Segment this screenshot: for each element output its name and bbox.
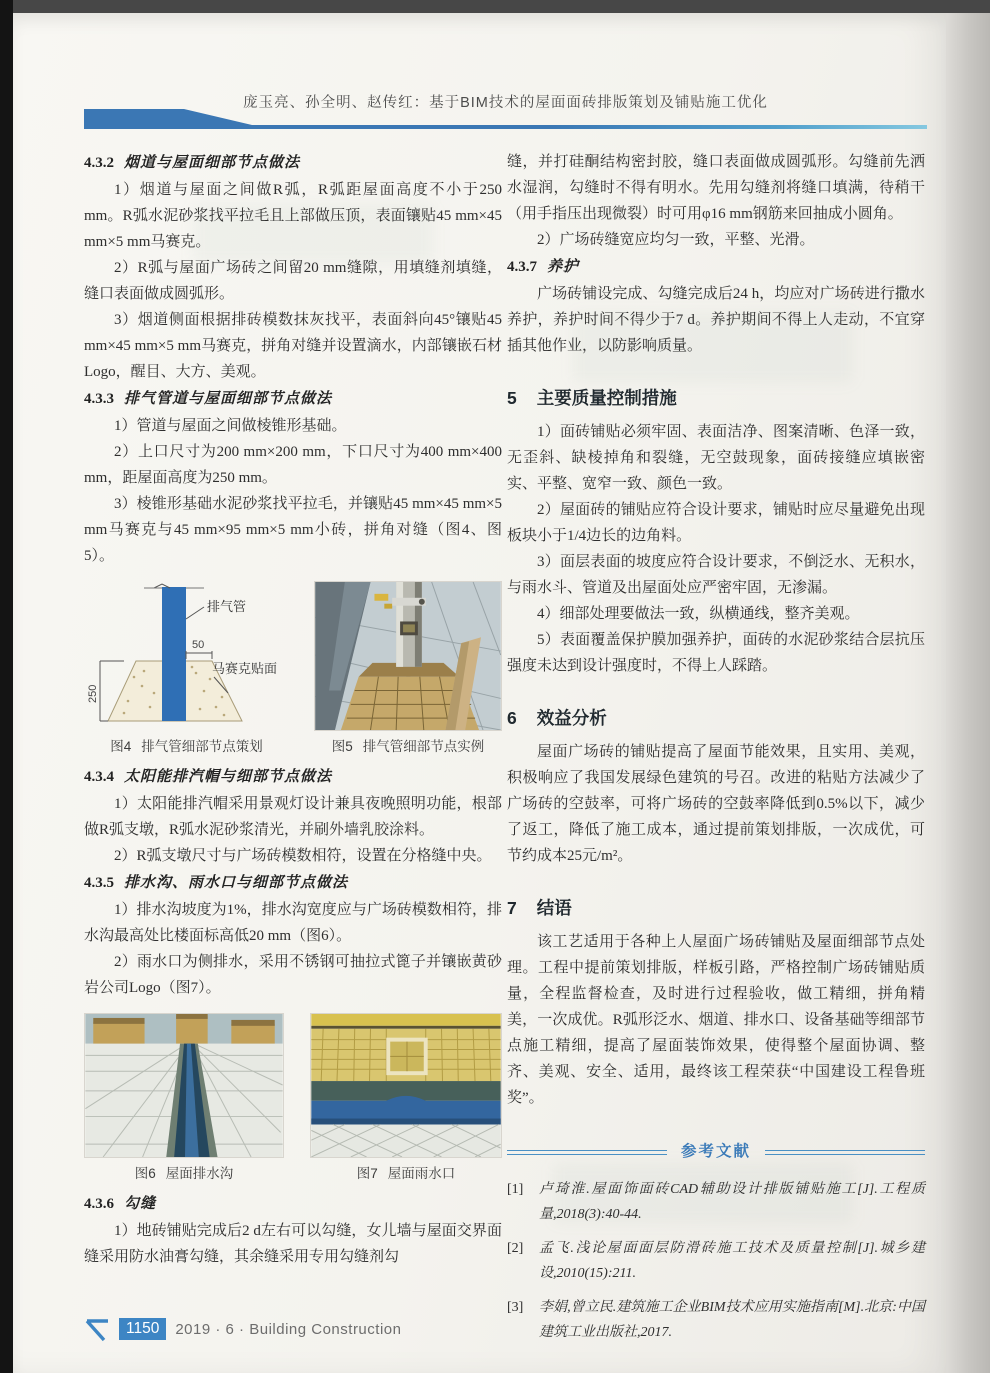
- heading-4-3-2: 4.3.2 烟道与屋面细部节点做法: [84, 155, 301, 171]
- dimension-side: 250: [87, 684, 99, 703]
- pipe-annotation: 排气管: [207, 599, 247, 614]
- paragraph: 2）R弧支墩尺寸与广场砖模数相符，设置在分格缝中央。: [114, 848, 492, 864]
- scan-top-edge: [0, 0, 990, 13]
- paragraph: 广场砖铺设完成、勾缝完成后24 h，均应对广场砖进行撒水养护，养护时间不得少于7 d。养护期间不得上人走动，不宜穿插其他作业，以防影响质量。: [507, 286, 925, 354]
- figure-row-1: [84, 581, 502, 756]
- page-footer: [84, 1316, 401, 1342]
- scan-left-edge: [0, 0, 13, 1373]
- paragraph: 该工艺适用于各种上人屋面广场砖铺贴及屋面细部节点处理。工程中提前策划排版，样板引路，严格控制广场砖铺贴质量，全程监督检查，及时进行过程验收，做工精细，拼角精美，一次成优。R弧形泛水、烟道、排水口、设备基础等细部节点施工精细，提高了屋面装饰效果，使得整个屋面协调、整齐、美观、安全、适用，最终该工程荣获“中国建设工程鲁班奖”。: [507, 934, 925, 1106]
- running-header: [84, 91, 927, 131]
- references-rule-left: [507, 1150, 667, 1155]
- references-rule-right: [765, 1150, 925, 1155]
- rain-inlet-photo: [310, 1013, 502, 1158]
- left-column: [84, 149, 502, 1270]
- vent-pipe-diagram: [84, 581, 289, 731]
- paragraph: 3）面层表面的坡度应符合设计要求，不倒泛水、无积水，与雨水斗、管道及出屋面处应严密牢固，无渗漏。: [507, 554, 925, 596]
- paragraph: 1）面砖铺贴必须牢固、表面洁净、图案清晰、色泽一致，无歪斜、缺棱掉角和裂缝，无空鼓现象，面砖接缝应填嵌密实、平整、宽窄一致、颜色一致。: [507, 424, 925, 492]
- paragraph: 2）上口尺寸为200 mm×200 mm，下口尺寸为400 mm×400 mm，距屋面高度为250 mm。: [84, 444, 502, 486]
- heading-4-3-4: 4.3.4 太阳能排汽帽与细部节点做法: [84, 769, 333, 785]
- paragraph: 1）太阳能排汽帽采用景观灯设计兼具夜晚照明功能，根部做R弧支墩，R弧水泥砂浆清光，并刷外墙乳胶涂料。: [84, 796, 502, 838]
- paragraph: 屋面广场砖的铺贴提高了屋面节能效果，且实用、美观，积极响应了我国发展绿色建筑的号召。改进的粘贴方法减少了广场砖的空鼓率，可将广场砖的空鼓率降低到0.5%以下，减少了返工，降低了施工成本，通过提前策划排版，一次成优，可节约成本25元/m²。: [507, 744, 925, 864]
- page-number-badge: 1150: [119, 1318, 166, 1340]
- reference-item: [2] 孟飞.浅论屋面面层防滑砖施工技术及质量控制[J].城乡建设,2010(15):211.: [507, 1241, 925, 1281]
- paragraph: 2）雨水口为侧排水，采用不锈钢可抽拉式篦子并镶嵌黄砂岩公司Logo（图7）。: [84, 954, 502, 996]
- paper-sheet: [13, 13, 946, 1373]
- header-rule: [84, 109, 927, 131]
- roof-drain-photo: [84, 1013, 284, 1158]
- right-column: [507, 149, 925, 1354]
- reference-item: [1] 卢琦淮.屋面饰面砖CAD辅助设计排版铺贴施工[J].工程质量,2018(3):40-44.: [507, 1182, 925, 1222]
- paragraph: 1）管道与屋面之间做棱锥形基础。: [114, 418, 347, 434]
- paragraph: 5）表面覆盖保护膜加强养护，面砖的水泥砂浆结合层抗压强度未达到设计强度时，不得上人踩踏。: [507, 632, 925, 674]
- section-6-heading: 6 效益分析: [507, 708, 607, 728]
- corner-arrow-icon: [84, 1316, 110, 1342]
- heading-4-3-5: 4.3.5 排水沟、雨水口与细部节点做法: [84, 875, 349, 891]
- heading-4-3-3: 4.3.3 排气管道与屋面细部节点做法: [84, 391, 333, 407]
- reference-item: [3] 李娟,曾立民.建筑施工企业BIM技术应用实施指南[M].北京:中国建筑工业出版社,2017.: [507, 1300, 925, 1340]
- figure-5-caption: 图5 排气管细部节点实例: [331, 739, 485, 754]
- figure-6: [84, 1013, 284, 1183]
- paragraph: 缝，并打硅酮结构密封胶，缝口表面做成圆弧形。勾缝前先洒水湿润，勾缝时不得有明水。先用勾缝剂将缝口填满，待稍干（用手指压出现微裂）时可用φ16 mm钢筋来回抽成小圆角。: [507, 154, 925, 222]
- paragraph: 4）细部处理要做法一致，纵横通线，整齐美观。: [537, 606, 860, 622]
- dimension-top: 50: [192, 639, 205, 651]
- paragraph: 3）棱锥形基础水泥砂浆找平拉毛，并镶贴45 mm×45 mm×5 mm马赛克与45 mm×95 mm×5 mm小砖，拼角对缝（图4、图5）。: [84, 496, 502, 564]
- references-section: [507, 1139, 925, 1345]
- figure-4: [84, 581, 289, 756]
- references-heading: 参考文献: [507, 1139, 925, 1165]
- pipe-shape: [162, 587, 186, 721]
- figure-5: [314, 581, 502, 756]
- paragraph: 2）广场砖缝宽应均匀一致，平整、光滑。: [537, 232, 815, 248]
- section-7-heading: 7 结语: [507, 898, 572, 918]
- paragraph: 2）R弧与屋面广场砖之间留20 mm缝隙，用填缝剂填缝，缝口表面做成圆弧形。: [84, 260, 502, 302]
- paragraph: 1）排水沟坡度为1%，排水沟宽度应与广场砖模数相符，排水沟最高处比楼面标高低20 mm（图6）。: [84, 902, 502, 944]
- figure-7-caption: 图7 屋面雨水口: [356, 1166, 456, 1181]
- figure-4-caption: 图4 排气管细部节点策划: [110, 739, 263, 754]
- figure-7: [310, 1013, 502, 1183]
- journal-line: 2019 · 6 · Building Construction: [175, 1320, 402, 1338]
- figure-row-2: [84, 1013, 502, 1183]
- figure-6-caption: 图6 屋面排水沟: [134, 1166, 234, 1181]
- paragraph: 1）烟道与屋面之间做R弧，R弧距屋面高度不小于250 mm。R弧水泥砂浆找平拉毛且上部做压顶，表面镶贴45 mm×45 mm×5 mm马赛克。: [84, 182, 502, 250]
- vent-pipe-photo: [314, 581, 502, 731]
- section-5-heading: 5 主要质量控制措施: [507, 388, 677, 408]
- scan-right-edge: [946, 13, 990, 1373]
- heading-4-3-7: 4.3.7 养护: [507, 259, 580, 275]
- paragraph: 3）烟道侧面根据排砖模数抹灰找平，表面斜向45°镶贴45 mm×45 mm×5 mm马赛克，拼角对缝并设置滴水，内部镶嵌石材Logo，醒目、大方、美观。: [84, 312, 502, 380]
- running-header-title: 庞玉亮、孙全明、赵传红：基于BIM技术的屋面面砖排版策划及铺贴施工优化: [243, 95, 768, 111]
- mosaic-annotation: 马赛克贴面: [212, 661, 278, 676]
- heading-4-3-6: 4.3.6 勾缝: [84, 1196, 157, 1212]
- paragraph: 1）地砖铺贴完成后2 d左右可以勾缝，女儿墙与屋面交界面缝采用防水油膏勾缝，其余缝采用专用勾缝剂勾: [84, 1223, 502, 1265]
- paragraph: 2）屋面砖的铺贴应符合设计要求，铺贴时应尽量避免出现板块小于1/4边长的边角料。: [507, 502, 925, 544]
